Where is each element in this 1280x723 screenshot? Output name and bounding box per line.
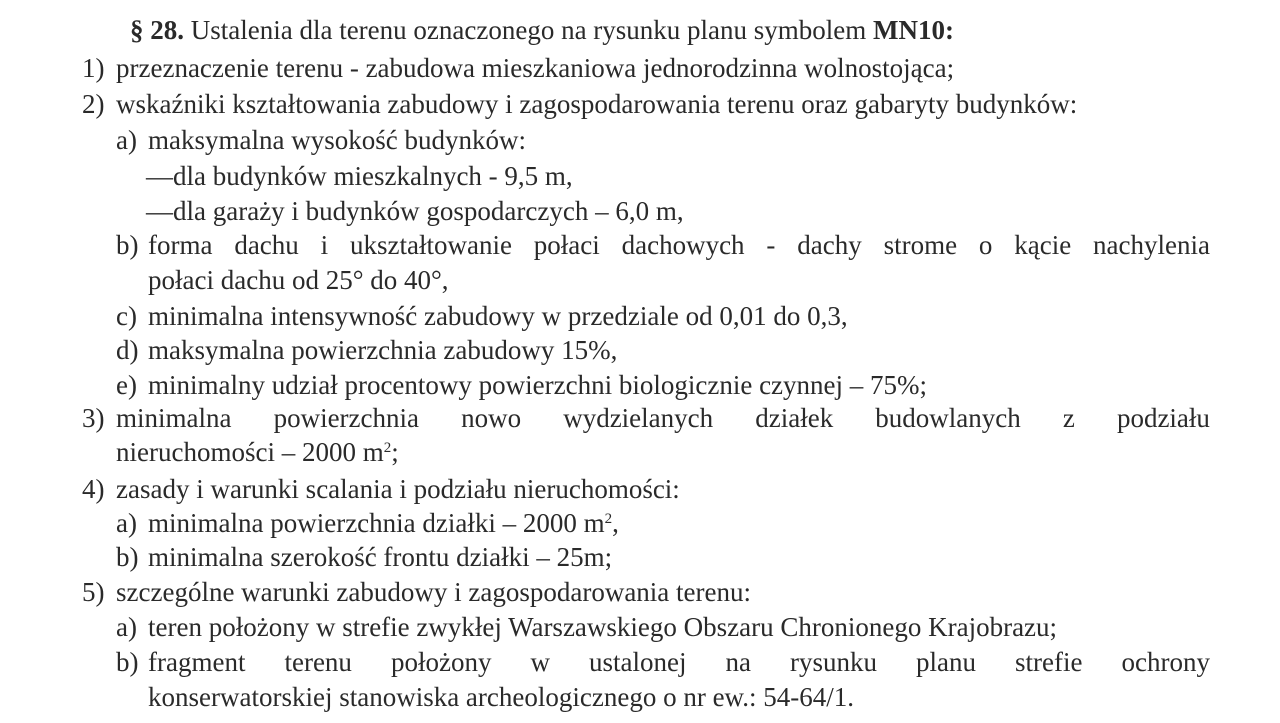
list-item-5a <box>116 610 1058 644</box>
word: strome <box>883 230 958 260</box>
list-item-2 <box>82 87 1078 121</box>
item-text-wrap <box>148 506 619 540</box>
list-item-5b-continuation <box>148 680 854 714</box>
item-text-justified <box>148 645 1210 679</box>
word: działek <box>755 403 834 433</box>
list-item-4a <box>116 506 619 540</box>
word: na <box>725 647 751 677</box>
superscript: 2 <box>604 511 613 527</box>
item-text: teren położony w strefie zwykłej Warszawskiego Obszaru Chronionego Krajobrazu; <box>148 612 1058 642</box>
section-heading <box>130 13 954 47</box>
word: podziału <box>1116 403 1210 433</box>
item-text: dla budynków mieszkalnych - 9,5 m, <box>173 161 573 191</box>
word: fragment <box>148 647 246 677</box>
word: położony <box>390 647 492 677</box>
list-item-5b <box>116 645 1210 679</box>
word: planu <box>916 647 976 677</box>
word: dachu <box>234 230 299 260</box>
item-number: 2) <box>82 89 105 119</box>
word: o <box>978 230 993 260</box>
item-letter: c) <box>116 301 137 331</box>
word: w <box>530 647 550 677</box>
item-text: maksymalna wysokość budynków: <box>148 125 526 155</box>
item-number: 3) <box>82 403 105 433</box>
section-number: § 28. <box>130 15 184 45</box>
list-item-4b <box>116 540 613 574</box>
item-letter: e) <box>116 370 137 400</box>
word: dachy <box>797 230 862 260</box>
word: ustalonej <box>588 647 687 677</box>
word: kącie <box>1014 230 1072 260</box>
list-item-2e <box>116 368 928 402</box>
list-item-1 <box>82 51 955 85</box>
item-text: minimalna intensywność zabudowy w przedziale od 0,01 do 0,3, <box>148 301 848 331</box>
word: powierzchnia <box>273 403 420 433</box>
item-letter: a) <box>116 125 137 155</box>
word: ochrony <box>1121 647 1210 677</box>
word: połaci <box>533 230 600 260</box>
word: nachylenia <box>1093 230 1210 260</box>
dash-marker: — <box>146 196 173 226</box>
item-text: minimalna powierzchnia działki – 2000 m <box>148 508 605 538</box>
word: strefie <box>1015 647 1083 677</box>
word: nowo <box>461 403 522 433</box>
superscript: 2 <box>383 440 392 456</box>
item-text: konserwatorskiej stanowiska archeologicznego o nr ew.: 54-64/1. <box>148 682 855 712</box>
item-number: 1) <box>82 53 105 83</box>
item-text: szczególne warunki zabudowy i zagospodarowania terenu: <box>116 577 752 607</box>
item-text: połaci dachu od 25° do 40°, <box>148 265 449 295</box>
list-item-2c <box>116 299 848 333</box>
list-item-2a <box>116 123 526 157</box>
item-letter: a) <box>116 612 137 642</box>
list-item-2d <box>116 333 618 367</box>
word: terenu <box>284 647 352 677</box>
list-item-dash-garages <box>146 194 684 228</box>
item-text: minimalny udział procentowy powierzchni biologicznie czynnej – 75%; <box>148 370 928 400</box>
item-text: nieruchomości – 2000 m <box>116 437 384 467</box>
list-item-dash-residential <box>146 159 573 193</box>
list-item-4 <box>82 472 680 506</box>
list-item-2b-continuation <box>148 263 449 297</box>
item-number: 5) <box>82 577 105 607</box>
heading-symbol: MN10: <box>873 15 955 45</box>
item-text: minimalna szerokość frontu działki – 25m; <box>148 542 613 572</box>
item-text: maksymalna powierzchnia zabudowy 15%, <box>148 335 618 365</box>
item-letter: b) <box>116 647 139 677</box>
word: dachowych <box>621 230 745 260</box>
dash-marker: — <box>146 161 173 191</box>
heading-text: Ustalenia dla terenu oznaczonego na rysunku planu symbolem <box>184 15 874 45</box>
item-text: wskaźniki kształtowania zabudowy i zagospodarowania terenu oraz gabaryty budynków: <box>116 89 1078 119</box>
word: - <box>766 230 776 260</box>
punctuation: ; <box>391 437 399 467</box>
list-item-3-continuation <box>116 435 399 469</box>
word: ukształtowanie <box>349 230 512 260</box>
word: minimalna <box>116 403 232 433</box>
word: forma <box>148 230 213 260</box>
item-text: przeznaczenie terenu - zabudowa mieszkaniowa jednorodzinna wolnostojąca; <box>116 53 955 83</box>
list-item-5 <box>82 575 752 609</box>
list-item-2b <box>116 228 1210 262</box>
word: rysunku <box>789 647 877 677</box>
item-letter: a) <box>116 508 137 538</box>
item-text-justified <box>148 228 1210 262</box>
item-text: dla garaży i budynków gospodarczych – 6,0 m, <box>173 196 684 226</box>
item-text: zasady i warunki scalania i podziału nieruchomości: <box>116 474 680 504</box>
word: wydzielanych <box>563 403 714 433</box>
word: z <box>1062 403 1075 433</box>
list-item-3 <box>82 401 1210 435</box>
item-letter: b) <box>116 542 139 572</box>
punctuation: , <box>612 508 619 538</box>
word: budowlanych <box>875 403 1021 433</box>
item-text-justified <box>116 401 1210 435</box>
word: i <box>320 230 329 260</box>
item-letter: b) <box>116 230 139 260</box>
item-number: 4) <box>82 474 105 504</box>
item-letter: d) <box>116 335 139 365</box>
